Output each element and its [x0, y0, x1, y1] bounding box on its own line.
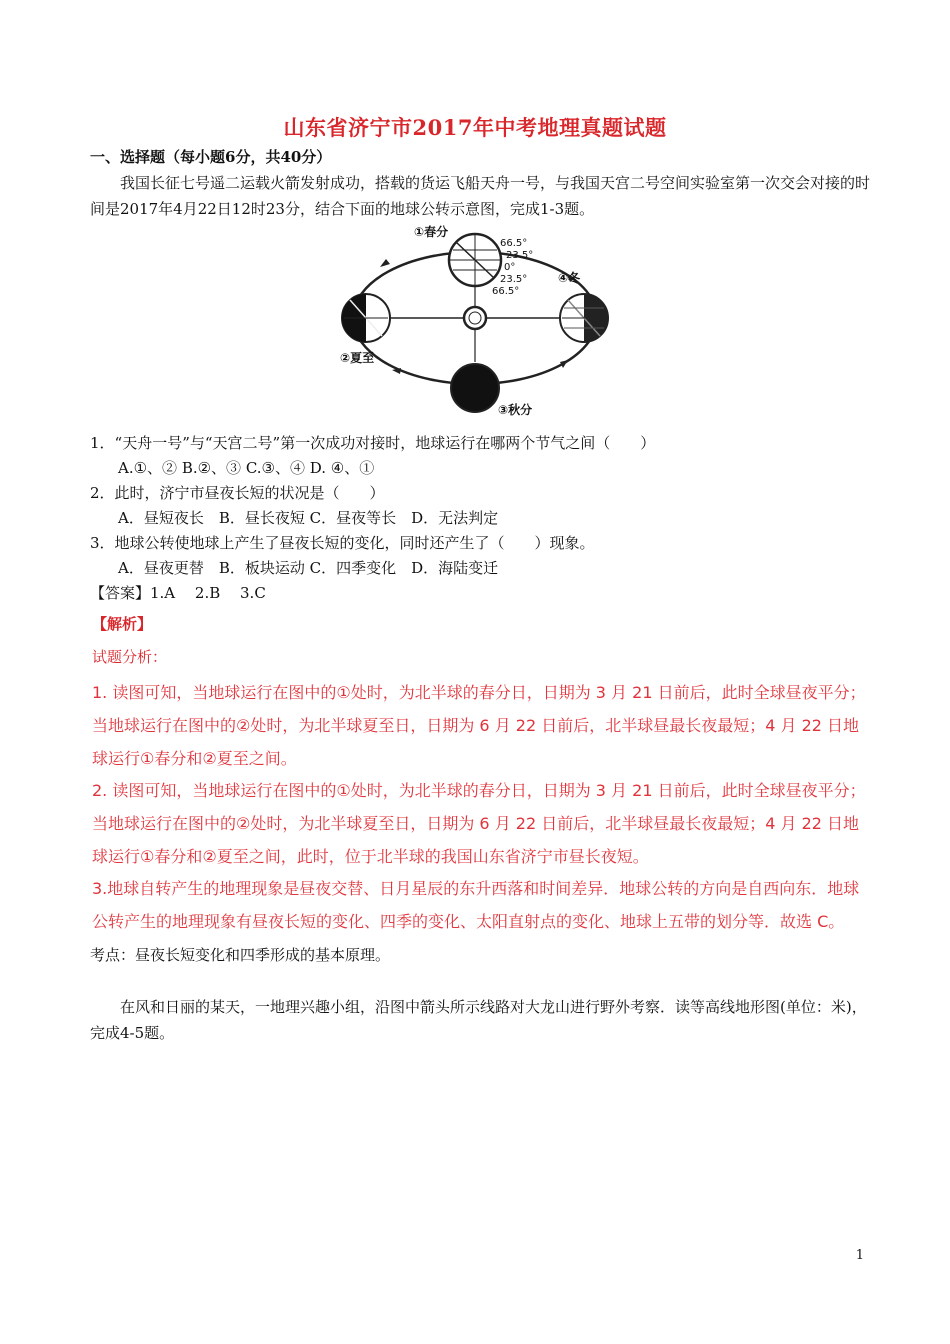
second-intro-paragraph: 在风和日丽的某天，一地理兴趣小组，沿图中箭头所示线路对大龙山进行野外考察．读等高线地形图(单位：米)，完成4-5题。 [90, 998, 867, 1042]
earth-autumn-icon [451, 364, 499, 412]
label-spring: ①春分 [414, 225, 449, 239]
earth-revolution-diagram [330, 222, 620, 424]
label-winter: ④冬 [558, 271, 581, 285]
label-summer: ②夏至 [340, 351, 375, 365]
sun-icon [464, 307, 486, 329]
kaodian-note: 考点：昼夜长短变化和四季形成的基本原理。 [90, 946, 391, 964]
angle-label: 0° [504, 262, 516, 273]
label-autumn: ③秋分 [498, 403, 533, 417]
earth-spring-icon [449, 234, 501, 286]
question-1-options: A.①、② B.②、③ C.③、④ D. ④、① [118, 459, 375, 477]
question-2: 2．此时，济宁市昼夜长短的状况是（ ） [90, 484, 385, 502]
orbit-arrow [560, 360, 568, 368]
earth-summer-icon [342, 294, 390, 342]
analysis-item-1: 1. 读图可知，当地球运行在图中的①处时，为北半球的春分日，日期为 3 月 21 日前后，此时全球昼夜平分；当地球运行在图中的②处时，为北半球夏至日，日期为 6 月 22 日前后，北半球昼最长夜最短；4 月 22 日地球运行①春分和②夏至之间。 [92, 683, 866, 768]
angle-label: 66.5° [492, 286, 520, 297]
analysis-item-2: 2. 读图可知，当地球运行在图中的①处时，为北半球的春分日，日期为 3 月 21 日前后，此时全球昼夜平分；当地球运行在图中的②处时，为北半球夏至日，日期为 6 月 22 日前后，北半球昼最长夜最短；4 月 22 日地球运行①春分和②夏至之间，此时，位于北半球的我国山东省济宁市昼长夜短。 [92, 781, 866, 866]
intro-paragraph: 我国长征七号遥二运载火箭发射成功，搭载的货运飞船天舟一号，与我国天宫二号空间实验室第一次交会对接的时间是2017年4月22日12时23分，结合下面的地球公转示意图，完成1-3题。 [90, 174, 871, 218]
question-1: 1．“天舟一号”与“天宫二号”第一次成功对接时，地球运行在哪两个节气之间（ ） [90, 434, 656, 452]
question-3-options: A．昼夜更替 B．板块运动 C．四季变化 D．海陆变迁 [118, 559, 499, 577]
angle-label: 66.5° [500, 238, 528, 249]
analysis-item-3: 3.地球自转产生的地理现象是昼夜交替、日月星辰的东升西落和时间差异．地球公转的方向是自西向东．地球公转产生的地理现象有昼夜长短的变化、四季的变化、太阳直射点的变化、地球上五带的划分等．故选 C。 [92, 879, 860, 931]
angle-label: 23.5° [500, 274, 528, 285]
analysis-subheading: 试题分析： [92, 648, 168, 666]
page-number: 1 [855, 1248, 864, 1263]
earth-winter-icon [560, 294, 608, 342]
angle-label: 23.5° [506, 250, 534, 261]
question-2-options: A．昼短夜长 B．昼长夜短 C．昼夜等长 D．无法判定 [118, 509, 499, 527]
question-3: 3．地球公转使地球上产生了昼夜长短的变化，同时还产生了（ ）现象。 [90, 534, 595, 552]
analysis-heading: 【解析】 [92, 615, 153, 633]
orbit-arrow [380, 259, 390, 267]
page-title: 山东省济宁市2017年中考地理真题试题 [283, 115, 667, 140]
section-heading: 一、选择题（每小题6分，共40分） [90, 148, 332, 166]
answer-line: 【答案】1.A 2.B 3.C [90, 584, 266, 602]
